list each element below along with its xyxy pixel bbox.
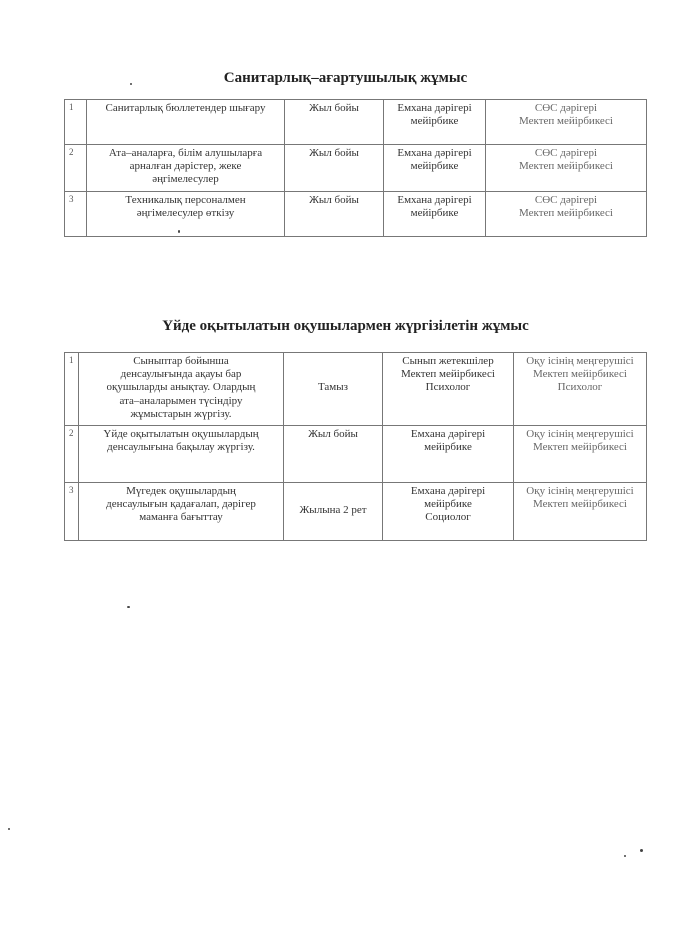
responsible-line: Сынып жетекшілер <box>402 355 494 367</box>
task-line: маманға бағыттау <box>139 511 223 524</box>
task-cell <box>79 482 284 540</box>
table-row <box>65 100 647 145</box>
row-number: 2 <box>65 425 79 482</box>
responsible-line: мейірбике <box>410 115 459 128</box>
responsible-cell <box>384 191 486 236</box>
partners-cell <box>486 191 647 236</box>
scan-speck <box>640 849 643 852</box>
table-row <box>65 482 647 540</box>
partners-line: СӨС дәрігері <box>534 193 598 206</box>
partners-cell <box>514 425 647 482</box>
time-cell: Жыл бойы <box>285 191 384 236</box>
responsible-line: мейірбике <box>410 206 459 219</box>
scan-speck <box>624 855 626 857</box>
partners-line: Оқу ісінің меңгерушісі <box>526 355 634 367</box>
responsible-line: Емхана дәрігері <box>410 484 486 497</box>
time-cell: Жылына 2 рет <box>284 482 383 540</box>
row-number: 2 <box>65 145 87 192</box>
task-cell <box>87 100 285 145</box>
table-row <box>65 191 647 236</box>
partners-line: Оқу ісінің меңгерушісі <box>526 484 634 497</box>
table-row <box>65 353 647 426</box>
partners-cell <box>486 100 647 145</box>
responsible-line: мейірбике <box>424 441 472 454</box>
responsible-cell <box>383 425 514 482</box>
home-schooled-students-table <box>64 352 647 541</box>
responsible-cell <box>383 482 514 540</box>
task-line: Санитарлық бюллетендер шығару <box>105 102 266 114</box>
responsible-line: мейірбике <box>410 160 459 173</box>
responsible-line: Емхана дәрігері <box>397 102 472 114</box>
task-cell <box>79 353 284 426</box>
task-cell <box>87 191 285 236</box>
row-number: 3 <box>65 482 79 540</box>
partners-line: СӨС дәрігері <box>534 147 598 159</box>
task-line: оқушыларды анықтау. Олардың <box>106 381 256 394</box>
task-cell <box>79 425 284 482</box>
task-line: денсаулығын қадағалап, дәрігер <box>106 498 256 511</box>
table-row <box>65 145 647 192</box>
responsible-cell <box>384 100 486 145</box>
task-line: арналған дәрістер, жеке <box>129 160 242 173</box>
sanitary-education-table <box>64 99 647 237</box>
task-line: әңгімелесулер өткізу <box>136 206 235 219</box>
partners-line: Мектеп мейірбикесі <box>533 368 627 381</box>
partners-line: Оқу ісінің меңгерушісі <box>526 427 634 440</box>
task-line: Техникалық персоналмен <box>125 193 246 206</box>
task-cell <box>87 145 285 192</box>
responsible-cell <box>383 353 514 426</box>
partners-line: СӨС дәрігері <box>534 102 598 114</box>
row-number: 3 <box>65 191 87 236</box>
task-line: Ата–аналарға, білім алушыларға <box>108 147 263 159</box>
responsible-line: Емхана дәрігері <box>397 193 472 206</box>
task-line: Сыныптар бойынша <box>133 355 229 367</box>
task-line: денсаулығында ақауы бар <box>120 368 242 381</box>
time-cell: Тамыз <box>284 353 383 426</box>
time-cell: Жыл бойы <box>284 425 383 482</box>
task-line: Мүгедек оқушылардың <box>126 484 236 497</box>
responsible-line: Социолог <box>425 511 471 524</box>
table-row <box>65 425 647 482</box>
partners-line: Мектеп мейірбикесі <box>519 160 613 173</box>
partners-line: Психолог <box>557 381 603 394</box>
partners-cell <box>514 353 647 426</box>
task-line: жұмыстарын жүргізу. <box>130 407 232 420</box>
time-cell: Жыл бойы <box>285 100 384 145</box>
task-line: Үйде оқытылатын оқушылардың <box>103 427 259 440</box>
row-number: 1 <box>65 353 79 426</box>
responsible-line: Психолог <box>425 381 471 394</box>
partners-cell <box>486 145 647 192</box>
scan-speck <box>130 83 132 85</box>
scan-speck <box>178 230 180 233</box>
section2-title: Үйде оқытылатын оқушылармен жүргізілетін жұмыс <box>162 318 529 334</box>
section1-title: Санитарлық–ағартушылық жұмыс <box>223 70 468 86</box>
row-number: 1 <box>65 100 87 145</box>
responsible-line: Мектеп мейірбикесі <box>401 368 495 381</box>
responsible-line: Емхана дәрігері <box>397 147 472 159</box>
partners-cell <box>514 482 647 540</box>
scan-speck <box>127 606 130 608</box>
task-line: әңгімелесулер <box>152 173 219 186</box>
partners-line: Мектеп мейірбикесі <box>533 441 627 454</box>
task-line: денсаулығына бақылау жүргізу. <box>107 441 255 454</box>
time-cell: Жыл бойы <box>285 145 384 192</box>
responsible-cell <box>384 145 486 192</box>
partners-line: Мектеп мейірбикесі <box>533 498 627 511</box>
partners-line: Мектеп мейірбикесі <box>519 115 613 128</box>
partners-line: Мектеп мейірбикесі <box>519 206 613 219</box>
responsible-line: мейірбике <box>424 498 472 511</box>
task-line: ата–аналарымен түсіндіру <box>119 394 243 407</box>
responsible-line: Емхана дәрігері <box>410 427 486 440</box>
scan-speck <box>8 828 10 830</box>
